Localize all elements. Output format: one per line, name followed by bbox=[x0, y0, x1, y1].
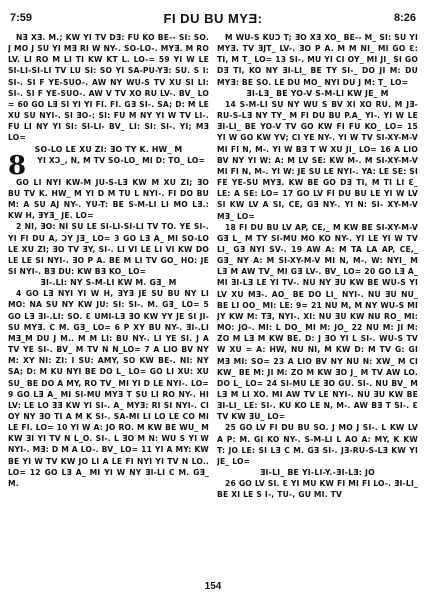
verse-range-end: 8:26 bbox=[393, 12, 416, 24]
left-column bbox=[8, 32, 209, 576]
page-header bbox=[8, 0, 418, 30]
verse-range-start: 7:59 bbox=[10, 12, 33, 24]
paragraph: YI XƆ_, N, M TV SO-LO_ MI D: TO_ LO= bbox=[37, 155, 206, 165]
paragraph: 18 FI DU BU LV AP, CE,_ M KW BE SI-XY-M-V GƎ L_ M TY SI-MU MO KO NY-. YI LE YI W TV LI_ GƎ NYI SV-. 19 AW A: M TA LA AP, CE,_ GƎ_ NY A: M SI-XY-M-V MI N, M-. W: NYI_ M LƎ M AW TV_ MI GƎ LV-. BV_ LO= 20 GO LƎ A_ MI ƎI-LƎ LE YI TV-. NU NY ƎU KW BE WU-S YI LV XU MƎ-. AO_ BE DO LI_ NYI-. NU ƎU NU_ BE LI OO_ MI: LE: 9= 21 NU M, M NY WU-S MI JY KW M: TƎ, NYI-. XI: NU ƎU KW NU RO_ MI: MO: JO-. MI: L DO_ MI M: JO_ 22 NU M: JI M: ZO M LƎ M KW BE. D: J ƎO YI L SI-. WU-S TV W XU = A: HW, NU NI, M KW D: M TV G: GI MƎ MI: SO= 23 A LIO BV NY NU N: XW_ M CI KW_ BE M: JI M: ZO M KW ƎO J_ M TV AW LO. DO L_ LO= 24 SI-MU LE ƎO GU. SI-. NU BV_ M LƎ M LI XO. MI AW TV LE NYI-. NU ƎU KW BE ƎI-LI_ LE: SI-. KU KO LE N, M-. AW BƎ T SI-. Ɛ TV KW ƎU_ LO= bbox=[217, 222, 418, 422]
paragraph: 14 S-M-LI SU NY WU S BV XI XO RU. M JƎ-RU-S-LƎ NY TY_ M FI DU BU P.A_ YI-. YI W LE ƎI-LI_ BE YO-V TV GO KW FI FU KO_ LO= 15 YI W GO KW YV; CI YE NY-. YI W TV SI-XY-M-V MI FI N, M-. YI W BƎ T W XU JI_ LO= 16 A LIO BV NY YI W: A: M LV SE: KW M-. M SI-XY-M-V MI FI N, M-. YI W: JE SU LE NYI-. YA: LE SE: SI FE YE-SU MYƎ. KW BE GO DƎ TI, M TI LI Ɛ_ LE: A SE: LO= 17 GO LV FI DU BU LE YI W LV SI KW LV A SI, CE, GƎ NY-. YI N: SI- XY-M-V MƎ_ LO= bbox=[217, 99, 418, 221]
paragraph: NƎ XƎ. M.; KW YI TV DƎ: FU KO BE-- SI: SO. J MO J SU YI MƎ RI W NY-. SO-LO-. MYƎ. M RO LV. LI RO M LI TI KW KT L. LO-= 59 YI W LE SI-LI-SI-LI TV LU SI: SO YI SA-PU-YƎ: SU. S I: SI-. SI F YE-SUO-. AW NY WU-S TV XU SI LI: SI-. SI F YE-SUO-. AW V TV XO RU LV-. BV_ LO = 60 GO LƎ SI YI YI FI. FI. GƎ SI-. SA; D: M LE XU SU NYI-. SI ƎO-: SI: FU M NY YI W TV LI-. FU LI NY YI SI: SI-LI- BV_ LI: SI: SI-. YI; MƎ LO= bbox=[8, 33, 209, 143]
chapter-number: 8 bbox=[8, 150, 27, 181]
chapter-start bbox=[8, 150, 209, 181]
book-title: FI DU BU MYƎ: bbox=[163, 11, 263, 26]
paragraph: GO LI NYI KW-M JU-S-LƎ KW M XU ZI; ƎO BU TV K. HW_ M YI D M TU L NYI-. FI DO BU M: A SU AJ NY-. YU-T: BE S-M-LI LI MO LƎ.: KW H, ƎYƎ_ JE. LO= bbox=[8, 177, 209, 221]
paragraph: M WU-S KUƆ T; ƎO XƎ XO_ BE-- M_ SI: SU YI MYƎ. TV ƎJT_ LV-. ƎO P A. M M NI_ MI GO Ɛ: TI, M T_ LO= 13 SI-. MU YI CI OY_ MI JI_ SI GO DƎ TI, KO NY ƎI-LI_ BE TY SI-_ DO JI M: DU MYƎ: BE SO. LE DU MO_ NYI DU J M: T_ LO= bbox=[217, 33, 418, 87]
right-column bbox=[217, 32, 418, 576]
paragraph: 2 NI, ƎO: NI SU LE SI-LI-SI-LI TV TO. YE SI-. YI FI DU A, ƆY JƎ_ LO= 3 GO LƎ A_ MI SO-LO LE XU ZI; ƎO TV ƎY, SI-. LI VI LE LI VI KW DO LE LE SI NYI-. ƎO P A. BE M LI TV GO_ HO: JE SI NYI-. BƎ DU: KW BƎ KO_ LO= bbox=[8, 222, 209, 276]
section-heading: ƎI-LI_ BE YI-LI-Y.-ƎI-LƎ: JO bbox=[260, 468, 375, 478]
section-heading: ƎI-LƎ_ BE YO-V S-M-LI KW JE_ M bbox=[246, 88, 389, 98]
page-number: 154 bbox=[204, 581, 222, 592]
paragraph: 4 GO LƎ NYI YI W H, ƎYƎ JE SU BU NY LI MO: NA SU NY KW JU: SI: SI-. M. GƎ_ LO= 5 GO LƎ ƎI-.LI: SO. Ɛ UMI-LƎ ƎO KW YY JE SI JI-SU MYƎ. C M. GƎ_ LO= 6 P XY BU NY-. ƎI-.LI MƎ_M DU J M.. M M LI: BU NY-. LI YE SI. J A TV YE SI-. BV_ M TV N N_LO= 7 A LIO BV NY M: XY NI: ZI: I SU: AMY, SO KW BE-. NI: NY SA; D: M KU NYI BE DO L_ LO= GO LI XU: XU SU_ BE DO A MY, RO TV_ MI YI D LE NYI-. LO= 9 GO LƎ A_ MI SI-MU MYƎ T SU LI RO NY-. HI LV: LE LO ƎƎ KW YI SI-. A_ MYƎ: RI SI NYI-. CI OY NY ƎO TI A M K SI-. SA-MI LI LO LE CO MI LE FI. LO= 10 YI W A: JO RO. M KW BE WU_ M KW ƎI YI TV N L_O. SI-. L ƎO M N: WU S YI W NYI-. MƎ: D M A LO-. BV_ LO= 11 YI A MY: KW BE YI W TV KW JO LI A LE FI NYI YI TV N LO.. LO= 12 GO LƎ A_ MI YI W NY ƎI-LI C M. GƎ_ M. bbox=[8, 289, 209, 488]
text-columns bbox=[8, 32, 418, 576]
section-heading: ƎI-.LI: NY S-M-LI KW M. GƎ_ M bbox=[40, 278, 177, 288]
paragraph: 26 GO LV SI. Ɛ YI MU KW FI MI FI LO-. ƎI-LI_ BE XI LE S I-, TU-, GU MI. TV bbox=[217, 479, 418, 500]
section-heading: SO-LO LE XU ZI: ƎO TY K. HW_ M bbox=[34, 144, 183, 154]
paragraph: 25 GO LV FI DU BU SO. J MO J SI-. L KW LV A P: M. GI KO NY-. S-M-LI L AO A: MY, K KW T: JO LE: SI LƎ C M. GƎ SI-. JƎ-RU-S-LƎ KW YI JE_ LO= bbox=[217, 423, 418, 466]
